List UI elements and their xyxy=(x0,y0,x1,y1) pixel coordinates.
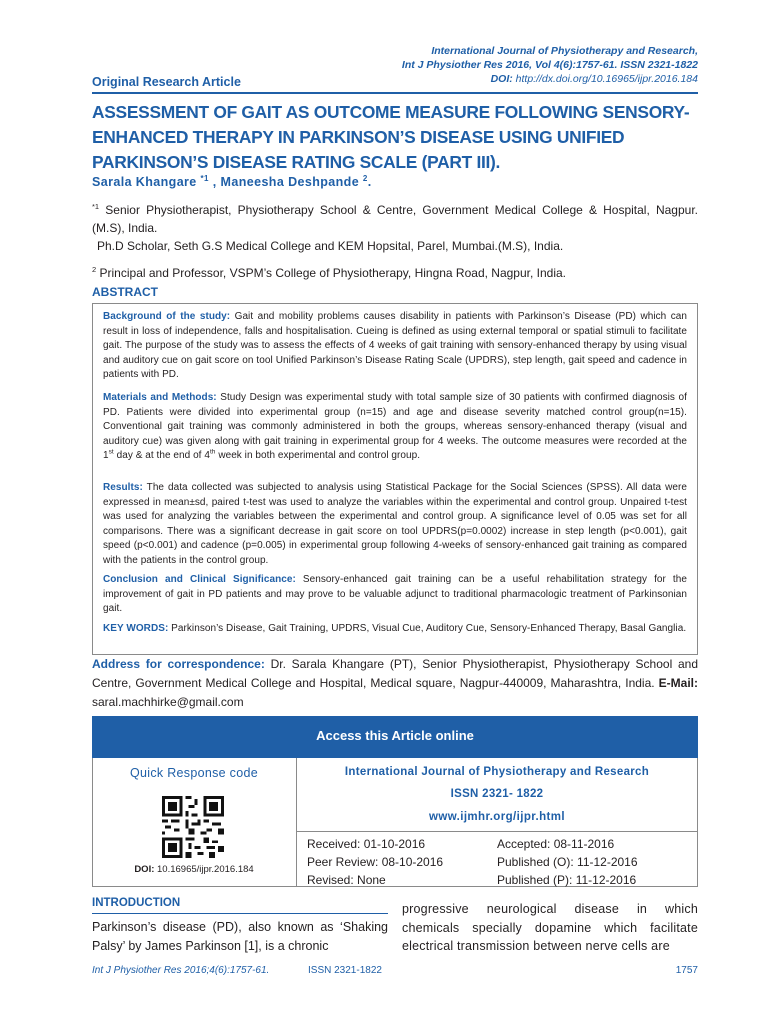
abstract-results xyxy=(103,481,687,569)
doi-label: DOI: xyxy=(490,73,513,85)
abstract-box xyxy=(92,303,698,655)
received-date: Received: 01-10-2016 xyxy=(307,837,426,851)
access-journal-name: International Journal of Physiotherapy and Research xyxy=(344,766,650,778)
access-box-divider xyxy=(296,831,698,832)
abstract-conclusion xyxy=(103,573,687,617)
correspondence-label: Address for correspondence: xyxy=(92,657,265,671)
introduction-left-column: Parkinson’s disease (PD), also known as ‘Shaking Palsy’ by James Parkinson [1], is a chronic xyxy=(92,920,388,953)
footer-citation: Int J Physiother Res 2016;4(6):1757-61. xyxy=(92,965,270,976)
published-print-date: Published (P): 11-12-2016 xyxy=(497,873,637,887)
affiliation-mark: *1 xyxy=(92,202,100,211)
abstract-heading: ABSTRACT xyxy=(92,285,158,299)
abstract-background-label: Background of the study: xyxy=(103,311,231,322)
journal-url-link[interactable]: www.ijmhr.org/ijpr.html xyxy=(429,811,565,823)
email-link[interactable]: saral.machhirke@gmail.com xyxy=(92,695,244,709)
abstract-methods-label: Materials and Methods: xyxy=(103,392,217,403)
abstract-results-label: Results: xyxy=(103,482,143,493)
journal-citation-line: Int J Physiother Res 2016, Vol 4(6):1757-61. ISSN 2321-1822 xyxy=(401,59,698,71)
dates-left xyxy=(307,835,443,889)
affiliation-2 xyxy=(92,261,698,282)
author-affiliation-mark: *1 xyxy=(200,174,209,183)
introduction-right-column: progressive neurological disease in which chemicals specially dopamine which facilitate electrical transmission between nerve cells are xyxy=(402,902,698,953)
page-number: 1757 xyxy=(675,965,698,976)
author-list xyxy=(92,174,372,189)
keywords-label: KEY WORDS: xyxy=(103,623,169,634)
abstract-conclusion-text: Sensory-enhanced gait training can be a useful rehabilitation strategy for the improvement of gait in PD patients and may prove to be valuable adjunct to traditional pharmacologic treatment of Parkinsonian gait. xyxy=(103,574,687,615)
affiliation-1 xyxy=(92,198,698,237)
journal-header xyxy=(402,44,698,86)
access-issn: ISSN 2321- 1822 xyxy=(450,788,544,800)
introduction-heading: INTRODUCTION xyxy=(92,897,181,909)
qr-doi-label: DOI: xyxy=(134,864,155,875)
abstract-methods-text: week in both experimental and control group. xyxy=(215,450,421,462)
abstract-methods xyxy=(103,391,687,464)
dates-right xyxy=(497,835,638,889)
abstract-conclusion-label: Conclusion and Clinical Significance: xyxy=(103,574,296,585)
qr-code-title: Quick Response code xyxy=(130,766,258,780)
abstract-methods-text: Study Design was experimental study with total sample size of 30 patients with confirmed diagnosis of PD. Patients were divided into experimental group (n=15) and age and disease severity matched control group(n=15). Conventional gait training was commonly administered in both the groups, whereas sensory-enhanced therapy (visual and auditory cue) was given along with gait training in experimental group for 4 weeks. The outcome measures were recorded at the 1 xyxy=(103,392,687,462)
abstract-results-text: The data collected was subjected to analysis using Statistical Package for the Social Sciences (SPSS). All data were expressed in mean±sd, paired t-test was used to analyze the variables within the experimental and control group. Unpaired t-test was used for analyzing the variables between the experimental and control group. A significance level of 0.05 was set for all comparisons. There was a significant decrease in gait score on tool UPDRS(p=0.0002) increase in step length (p<0.001), gait speed (p<0.001) and cadence (p=0.005) in experimental group following 4-weeks of sensory-enhanced gait training as compared with the patients in the control group. xyxy=(103,482,687,566)
affiliation-mark: 2 xyxy=(92,265,97,274)
introduction-divider xyxy=(92,913,388,914)
qr-doi xyxy=(92,864,296,875)
footer-issn: ISSN 2321-1822 xyxy=(308,965,382,976)
header-divider xyxy=(92,92,698,94)
author-list-end: . xyxy=(367,175,372,190)
abstract-methods-text: day & at the end of 4 xyxy=(113,450,210,462)
qr-code-icon[interactable] xyxy=(162,796,224,858)
abstract-background xyxy=(103,310,687,383)
abstract-background-text: Gait and mobility problems causes disability in patients with Parkinson’s Disease (PD) which can result in loss of independence, falls and hospitalisation. Cueing is defined as using external temporal or spatial stimuli to facilitate gait. The purpose of the study was to assess the effects of 4 weeks of gait training with sensory-enhanced therapy by using visual and auditory cue on gait score on tool Unified Parkinson’s Disease Rating Scale (UPDRS), step length, gait speed and cadence in patients with PD. xyxy=(103,311,687,381)
keywords-text: Parkinson’s Disease, Gait Training, UPDRS, Visual Cue, Auditory Cue, Sensory-Enhanced Therapy, Basal Ganglia. xyxy=(171,623,687,634)
author-name: Maneesha Deshpande xyxy=(220,175,360,190)
correspondence-text: Dr. Sarala Khangare (PT), Senior Physiotherapist, Physiotherapy School and Centre, Government Medical College and Hospital, Medical square, Nagpur-440009, Maharashtra, India. xyxy=(92,657,698,690)
affiliation-text: Principal and Professor, VSPM’s College of Physiotherapy, Hingna Road, Nagpur, India. xyxy=(99,266,566,280)
journal-doi-line xyxy=(402,72,698,86)
revised-date: Revised: None xyxy=(307,873,386,887)
affiliation-text: Senior Physiotherapist, Physiotherapy School & Centre, Government Medical College & Hospital, Nagpur. (M.S), India. xyxy=(92,203,698,235)
author-separator: , xyxy=(212,175,217,190)
peer-review-date: Peer Review: 08-10-2016 xyxy=(307,855,444,869)
affiliation-1b: Ph.D Scholar, Seth G.S Medical College and KEM Hopsital, Parel, Mumbai.(M.S), India. xyxy=(97,239,564,253)
author-affiliation-mark: 2 xyxy=(362,174,368,183)
qr-doi-value: 10.16965/ijpr.2016.184 xyxy=(157,864,254,875)
email-label: E-Mail: xyxy=(658,676,698,690)
ordinal-suffix: st xyxy=(108,449,114,457)
article-title: ASSESSMENT OF GAIT AS OUTCOME MEASURE FOLLOWING SENSORY-ENHANCED THERAPY IN PARKINSON’S DISEASE USING UNIFIED PARKINSON’S DISEASE RATING SCALE (PART III). xyxy=(92,102,690,172)
published-online-date: Published (O): 11-12-2016 xyxy=(497,855,638,869)
accepted-date: Accepted: 08-11-2016 xyxy=(497,837,615,851)
ordinal-suffix: th xyxy=(209,449,216,457)
correspondence-address xyxy=(92,655,698,712)
access-online-bar: Access this Article online xyxy=(92,716,698,758)
abstract-keywords xyxy=(103,622,687,637)
author-name: Sarala Khangare xyxy=(92,175,197,190)
article-type: Original Research Article xyxy=(92,75,241,89)
doi-link[interactable]: http://dx.doi.org/10.16965/ijpr.2016.184 xyxy=(515,73,698,85)
journal-name-line: International Journal of Physiotherapy and Research, xyxy=(431,45,698,57)
